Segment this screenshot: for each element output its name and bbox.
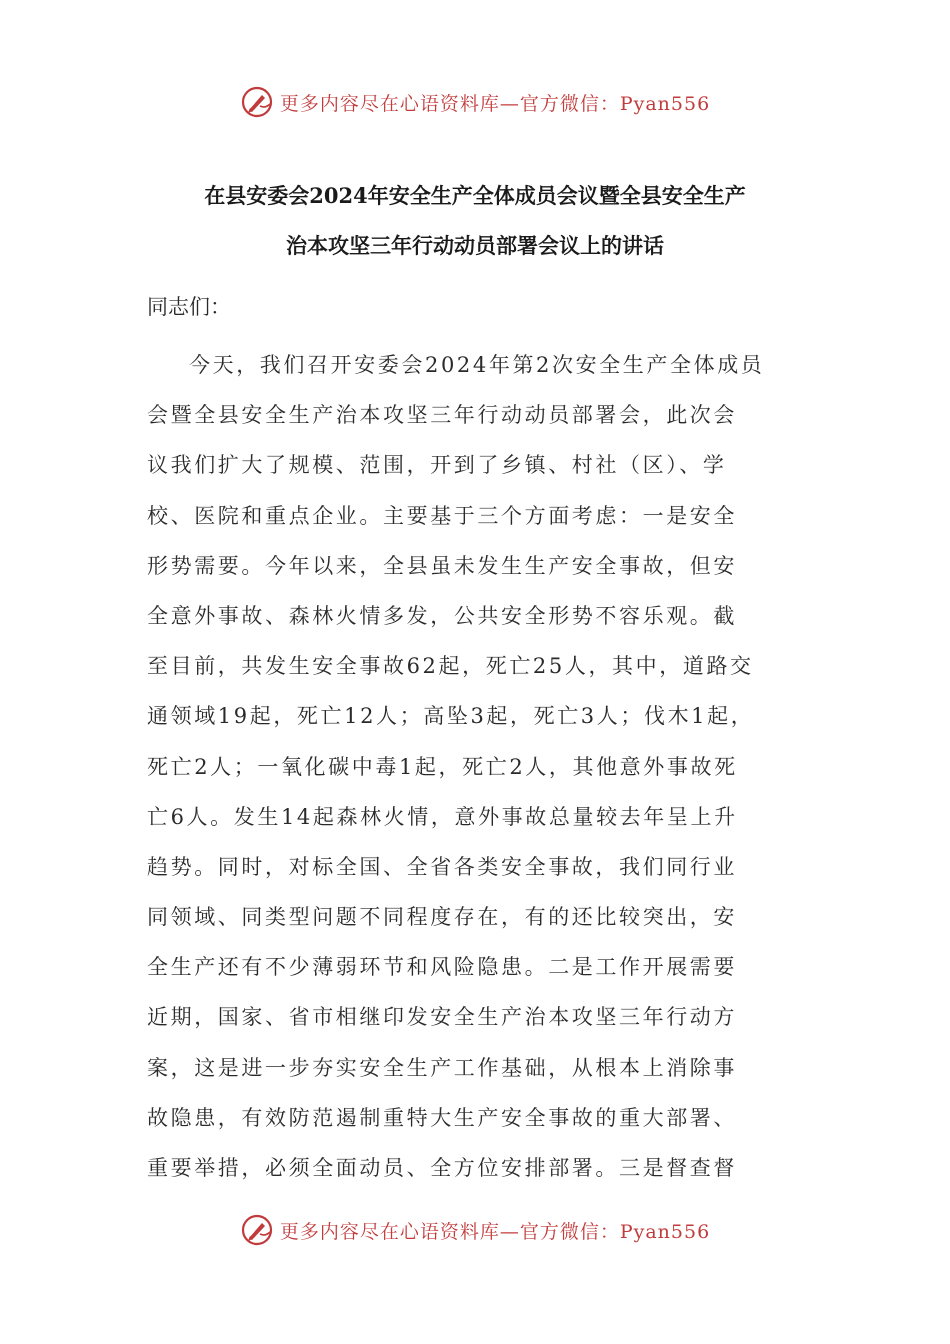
paragraph-line: 近期，国家、省市相继印发安全生产治本攻坚三年行动方	[147, 1005, 737, 1030]
paragraph-line: 今天，我们召开安委会2024年第2次安全生产全体成员	[189, 353, 765, 377]
paragraph-line: 会暨全县安全生产治本攻坚三年行动动员部署会，此次会	[147, 403, 737, 428]
header-banner-text: 更多内容尽在心语资料库—官方微信：Pyan556	[279, 92, 711, 115]
salutation: 同志们：	[147, 295, 231, 319]
document-title-line-1: 在县安委会2024年安全生产全体成员会议暨全县安全生产	[204, 183, 746, 208]
paragraph-line: 形势需要。今年以来，全县虽未发生生产安全事故，但安	[147, 553, 737, 578]
paragraph-line: 校、医院和重点企业。主要基于三个方面考虑：一是安全	[147, 503, 737, 528]
paragraph-line: 至目前，共发生安全事故62起，死亡25人，其中，道路交	[147, 654, 754, 679]
pen-logo-icon	[240, 85, 274, 119]
header-banner	[0, 82, 950, 122]
paragraph-line: 重要举措，必须全面动员、全方位安排部署。三是督查督	[147, 1156, 737, 1180]
paragraph-line: 议我们扩大了规模、范围，开到了乡镇、村社（区）、学	[147, 453, 727, 478]
paragraph-line: 死亡2人；一氧化碳中毒1起，死亡2人，其他意外事故死	[147, 754, 738, 779]
footer-banner	[0, 1210, 950, 1250]
paragraph-line: 故隐患，有效防范遏制重特大生产安全事故的重大部署、	[147, 1105, 737, 1130]
paragraph-line: 亡6人。发生14起森林火情，意外事故总量较去年呈上升	[147, 804, 738, 829]
paragraph-line: 趋势。同时，对标全国、全省各类安全事故，我们同行业	[147, 854, 737, 879]
document-title-line-2: 治本攻坚三年行动动员部署会议上的讲话	[286, 233, 664, 258]
pen-logo-icon	[240, 1213, 274, 1247]
footer-banner-text: 更多内容尽在心语资料库—官方微信：Pyan556	[279, 1220, 711, 1243]
body-paragraph	[147, 340, 807, 1193]
paragraph-line: 全生产还有不少薄弱环节和风险隐患。二是工作开展需要	[147, 955, 737, 980]
paragraph-line: 通领域19起，死亡12人；高坠3起，死亡3人；伐木1起，	[147, 704, 755, 729]
paragraph-line: 案，这是进一步夯实安全生产工作基础，从根本上消除事	[147, 1055, 737, 1080]
paragraph-line: 同领域、同类型问题不同程度存在，有的还比较突出，安	[147, 905, 737, 930]
paragraph-line: 全意外事故、森林火情多发，公共安全形势不容乐观。截	[147, 603, 737, 628]
